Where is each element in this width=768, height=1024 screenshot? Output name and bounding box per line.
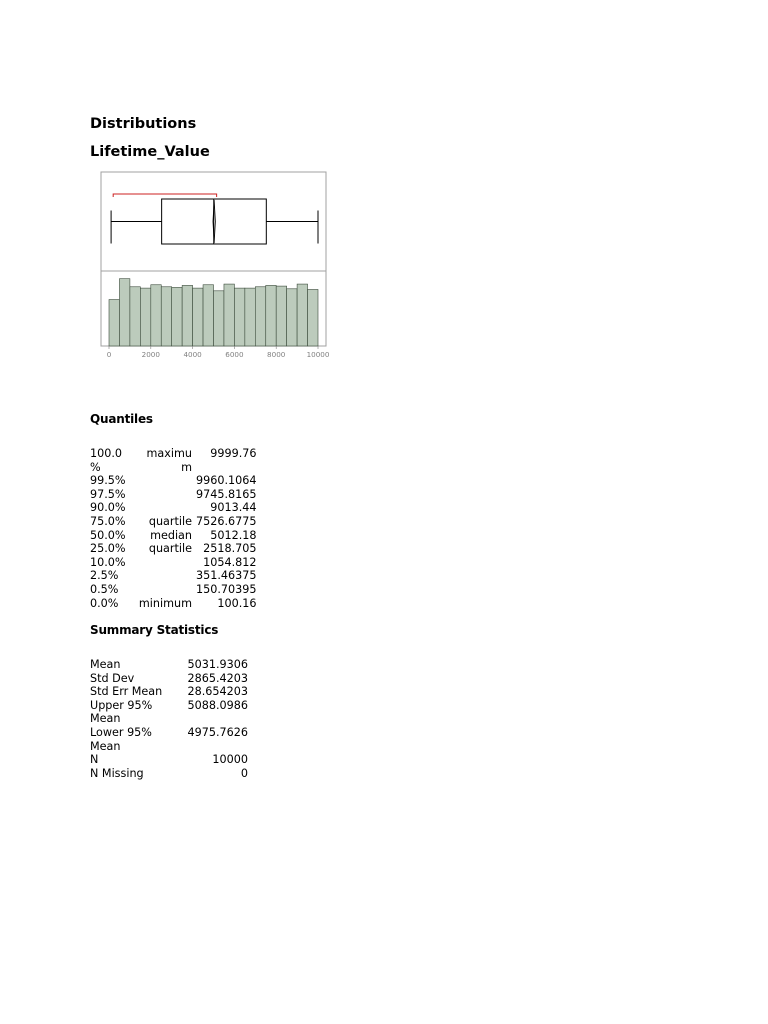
x-tick-label: 0 bbox=[106, 350, 112, 359]
x-tick-label: 4000 bbox=[183, 350, 202, 359]
quantile-pct: 0.0% bbox=[90, 596, 119, 610]
histogram-bar bbox=[308, 289, 318, 346]
summary-row bbox=[88, 753, 250, 767]
quantiles-heading[interactable]: Quantiles bbox=[90, 412, 153, 426]
quantile-value: 9745.8165 bbox=[196, 487, 257, 501]
quantile-pct: 99.5% bbox=[90, 474, 126, 488]
quantile-value: 9999.76 bbox=[210, 447, 257, 460]
summary-value: 4975.7626 bbox=[187, 725, 248, 739]
quantile-pct: 10.0% bbox=[90, 555, 126, 569]
quantile-row bbox=[88, 447, 259, 474]
histogram-bar bbox=[161, 287, 171, 346]
quantile-row bbox=[88, 569, 259, 583]
histogram-bar bbox=[266, 285, 276, 346]
x-tick-label: 10000 bbox=[306, 350, 330, 359]
summary-table bbox=[88, 658, 250, 780]
quantile-row bbox=[88, 583, 259, 597]
quantile-pct: 0.5% bbox=[90, 582, 119, 596]
summary-value: 5088.0986 bbox=[187, 698, 248, 712]
histogram-bar bbox=[130, 287, 140, 346]
histogram-bar bbox=[214, 291, 224, 346]
histogram-bar bbox=[245, 288, 255, 346]
quantile-label bbox=[134, 488, 194, 502]
quantile-pct: 25.0% bbox=[90, 542, 126, 556]
quantile-row bbox=[88, 474, 259, 488]
summary-label: N Missing bbox=[90, 766, 144, 780]
distribution-chart bbox=[96, 166, 336, 366]
histogram-bar bbox=[172, 287, 182, 346]
histogram-bar bbox=[234, 288, 244, 346]
histogram-bar bbox=[193, 288, 203, 346]
quantile-label: quartile bbox=[148, 514, 192, 528]
quantile-pct: 100.0 % bbox=[90, 447, 123, 474]
summary-value: 2865.4203 bbox=[187, 671, 248, 685]
summary-value: 28.654203 bbox=[187, 685, 248, 699]
summary-label: Lower 95% Mean bbox=[90, 725, 152, 753]
histogram-bar bbox=[297, 284, 307, 346]
summary-value: 0 bbox=[240, 766, 248, 780]
quantile-value: 150.70395 bbox=[196, 582, 257, 596]
histogram-bar bbox=[203, 285, 213, 346]
summary-label: Upper 95% Mean bbox=[90, 698, 153, 726]
quantile-label bbox=[134, 569, 194, 583]
summary-row bbox=[88, 672, 250, 686]
histogram-layer bbox=[109, 279, 318, 346]
quantile-row bbox=[88, 529, 259, 543]
summary-label: Std Err Mean bbox=[90, 685, 163, 699]
quantile-label bbox=[134, 583, 194, 597]
quantile-row bbox=[88, 515, 259, 529]
histogram-bar bbox=[255, 287, 265, 346]
quantile-row bbox=[88, 501, 259, 515]
quantile-pct: 50.0% bbox=[90, 528, 126, 542]
summary-row bbox=[88, 767, 250, 781]
quantile-value: 5012.18 bbox=[210, 528, 257, 542]
quantile-label: quartile bbox=[148, 542, 192, 556]
summary-value: 10000 bbox=[212, 753, 248, 767]
histogram-bar bbox=[224, 284, 234, 346]
histogram-bar bbox=[119, 279, 129, 346]
quantile-label bbox=[134, 556, 194, 570]
summary-row bbox=[88, 685, 250, 699]
report-title: Distributions bbox=[90, 116, 197, 132]
quantile-value: 9960.1064 bbox=[196, 474, 257, 488]
histogram-bar bbox=[140, 288, 150, 346]
x-tick-label: 8000 bbox=[267, 350, 286, 359]
quantile-pct: 97.5% bbox=[90, 487, 126, 501]
quantile-row bbox=[88, 556, 259, 570]
x-axis-ticks bbox=[107, 346, 330, 359]
quantile-row bbox=[88, 597, 259, 611]
quantile-label bbox=[134, 501, 194, 515]
quantile-value: 7526.6775 bbox=[196, 514, 257, 528]
summary-value: 5031.9306 bbox=[187, 658, 248, 671]
variable-title[interactable]: Lifetime_Value bbox=[90, 144, 210, 160]
histogram-bar bbox=[287, 289, 297, 346]
histogram-bar bbox=[151, 285, 161, 346]
quantiles-table bbox=[88, 447, 259, 610]
summary-row bbox=[88, 658, 250, 672]
quantile-value: 100.16 bbox=[217, 596, 257, 610]
summary-row bbox=[88, 699, 250, 726]
summary-row bbox=[88, 726, 250, 753]
quantile-row bbox=[88, 542, 259, 556]
quantile-value: 9013.44 bbox=[210, 501, 257, 515]
quantile-label bbox=[134, 474, 194, 488]
summary-label: Std Dev bbox=[90, 671, 135, 685]
histogram-bar bbox=[182, 285, 192, 346]
summary-heading[interactable]: Summary Statistics bbox=[90, 623, 219, 637]
quantile-row bbox=[88, 488, 259, 502]
quantile-value: 1054.812 bbox=[203, 555, 257, 569]
quantile-pct: 75.0% bbox=[90, 514, 126, 528]
quantile-pct: 2.5% bbox=[90, 569, 119, 583]
quantile-label: median bbox=[150, 528, 192, 542]
x-tick-label: 2000 bbox=[141, 350, 160, 359]
summary-label: N bbox=[90, 753, 99, 767]
histogram-bar bbox=[109, 300, 119, 346]
summary-label: Mean bbox=[90, 658, 121, 671]
quantile-label: maximu m bbox=[146, 447, 192, 474]
quantile-value: 2518.705 bbox=[203, 542, 257, 556]
quantile-label: minimum bbox=[138, 596, 192, 610]
x-tick-label: 6000 bbox=[225, 350, 244, 359]
histogram-bar bbox=[276, 286, 286, 346]
quantile-pct: 90.0% bbox=[90, 501, 126, 515]
quantile-value: 351.46375 bbox=[196, 569, 257, 583]
